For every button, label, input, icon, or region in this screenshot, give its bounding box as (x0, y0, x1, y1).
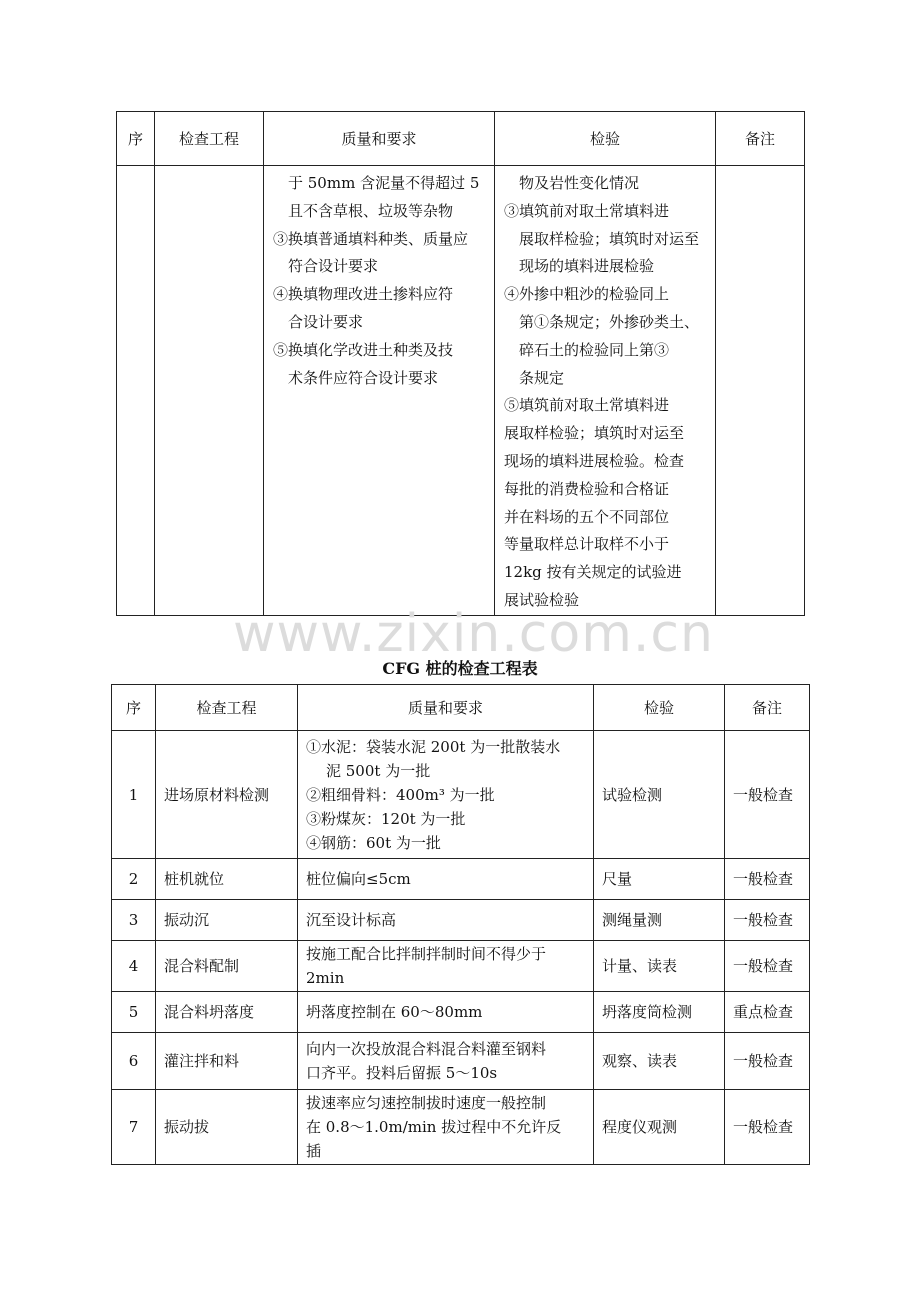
cell-requirement (298, 941, 594, 992)
quality-text-block (264, 166, 494, 392)
table-row (117, 166, 805, 616)
cell-no: 1 (112, 731, 156, 859)
table-row (112, 941, 810, 992)
table-row (112, 900, 810, 941)
continuation-table (116, 111, 805, 616)
cell-item: 振动拔 (156, 1090, 298, 1165)
cell-remark: 一般检查 (725, 731, 810, 859)
cell-no: 6 (112, 1033, 156, 1090)
text-line: 于 50mm 含泥量不得超过 5 (288, 174, 480, 192)
text-line: 坍落度控制在 60～80mm (306, 1003, 483, 1021)
text-line: 且不含草根、垃圾等杂物 (288, 201, 454, 220)
table-row (112, 859, 810, 900)
cfg-pile-inspection-table (111, 684, 810, 1165)
cell-requirement (298, 1090, 594, 1165)
cell-item: 混合料配制 (156, 941, 298, 992)
header-remark: 备注 (716, 112, 805, 166)
text-line: 口齐平。投料后留振 5～10s (306, 1064, 498, 1082)
header-no: 序 (112, 685, 156, 731)
cell-item (155, 166, 264, 616)
text-line: 2min (306, 969, 345, 987)
cell-requirement (298, 731, 594, 859)
text-line: 每批的消费检验和合格证 (504, 479, 670, 498)
text-line: 并在料场的五个不同部位 (504, 507, 670, 526)
text-line: 按施工配合比拌制拌制时间不得少于 (306, 945, 547, 963)
text-line: ③粉煤灰：120t 为一批 (306, 809, 466, 828)
text-line: ③填筑前对取土常填料进 (504, 201, 670, 220)
text-line: 展取样检验；填筑时对运至 (519, 229, 700, 248)
inspection-text-block (495, 166, 715, 615)
cell-inspection: 程度仪观测 (594, 1090, 725, 1165)
cell-no: 3 (112, 900, 156, 941)
header-no: 序 (117, 112, 155, 166)
text-line: ④外掺中粗沙的检验同上 (504, 285, 670, 304)
header-inspection: 检验 (495, 112, 716, 166)
table-body (112, 731, 810, 1165)
text-line: 物及岩性变化情况 (519, 174, 640, 192)
text-line: 现场的填料进展检验。检查 (504, 451, 685, 470)
watermark: www.zixin.com.cn (233, 604, 714, 664)
text-line: ③换填普通填料种类、质量应 (273, 229, 469, 248)
cell-no: 5 (112, 992, 156, 1033)
header-quality: 质量和要求 (298, 685, 594, 731)
cell-remark: 一般检查 (725, 1090, 810, 1165)
text-line: 泥 500t 为一批 (326, 761, 431, 780)
table-row (112, 731, 810, 859)
text-line: 桩位偏向≤5cm (306, 870, 411, 888)
cell-item: 混合料坍落度 (156, 992, 298, 1033)
cell-inspection: 尺量 (594, 859, 725, 900)
cell-no: 2 (112, 859, 156, 900)
cell-remark: 重点检查 (725, 992, 810, 1033)
text-line: ⑤换填化学改进土种类及技 (273, 340, 454, 359)
cell-remark: 一般检查 (725, 1033, 810, 1090)
header-inspection: 检验 (594, 685, 725, 731)
cell-requirement (298, 859, 594, 900)
cell-remark: 一般检查 (725, 900, 810, 941)
text-line: 拔速率应匀速控制拔时速度一般控制 (306, 1094, 547, 1112)
cell-inspection: 试验检测 (594, 731, 725, 859)
cell-remark: 一般检查 (725, 941, 810, 992)
text-line: 展试验检验 (504, 590, 580, 609)
cell-no: 7 (112, 1090, 156, 1165)
text-line: 术条件应符合设计要求 (288, 368, 439, 387)
cell-requirement (298, 992, 594, 1033)
cell-requirement (298, 900, 594, 941)
table-row (112, 992, 810, 1033)
header-item: 检查工程 (155, 112, 264, 166)
table-header-row (117, 112, 805, 166)
cell-requirement (298, 1033, 594, 1090)
text-line: 碎石土的检验同上第③ (519, 340, 670, 359)
table-row (112, 1090, 810, 1165)
text-line: ①水泥：袋装水泥 200t 为一批散装水 (306, 737, 561, 756)
text-line: 第①条规定；外掺砂类土、 (519, 312, 700, 331)
text-line: 符合设计要求 (288, 257, 379, 276)
text-line: 现场的填料进展检验 (519, 257, 655, 276)
cell-remark (716, 166, 805, 616)
text-line: 12kg 按有关规定的试验进 (504, 563, 682, 582)
text-line: 条规定 (519, 368, 565, 387)
table-row (112, 1033, 810, 1090)
text-line: 在 0.8～1.0m/min 拔过程中不允许反 (306, 1118, 562, 1136)
cell-inspection: 观察、读表 (594, 1033, 725, 1090)
cell-inspection (495, 166, 716, 616)
header-remark: 备注 (725, 685, 810, 731)
text-line: ⑤填筑前对取土常填料进 (504, 396, 670, 415)
table-caption: CFG 桩的检查工程表 (382, 659, 538, 678)
cell-item: 桩机就位 (156, 859, 298, 900)
text-line: 插 (306, 1142, 322, 1160)
cell-item: 振动沉 (156, 900, 298, 941)
text-line: ④换填物理改进土掺料应符 (273, 285, 454, 304)
cell-quality (264, 166, 495, 616)
text-line: ④钢筋：60t 为一批 (306, 833, 441, 852)
text-line: 展取样检验；填筑时对运至 (504, 424, 685, 443)
cell-item: 灌注拌和料 (156, 1033, 298, 1090)
text-line: ②粗细骨料：400m³ 为一批 (306, 785, 495, 804)
cell-inspection: 计量、读表 (594, 941, 725, 992)
cell-inspection: 测绳量测 (594, 900, 725, 941)
cell-no: 4 (112, 941, 156, 992)
text-line: 等量取样总计取样不小于 (504, 535, 670, 554)
text-line: 合设计要求 (288, 312, 364, 331)
header-item: 检查工程 (156, 685, 298, 731)
text-line: 向内一次投放混合料混合料灌至钢料 (306, 1040, 547, 1058)
header-quality: 质量和要求 (264, 112, 495, 166)
text-line: 沉至设计标高 (306, 911, 397, 929)
cell-item: 进场原材料检测 (156, 731, 298, 859)
table-header-row (112, 685, 810, 731)
cell-inspection: 坍落度筒检测 (594, 992, 725, 1033)
cell-remark: 一般检查 (725, 859, 810, 900)
cell-no (117, 166, 155, 616)
